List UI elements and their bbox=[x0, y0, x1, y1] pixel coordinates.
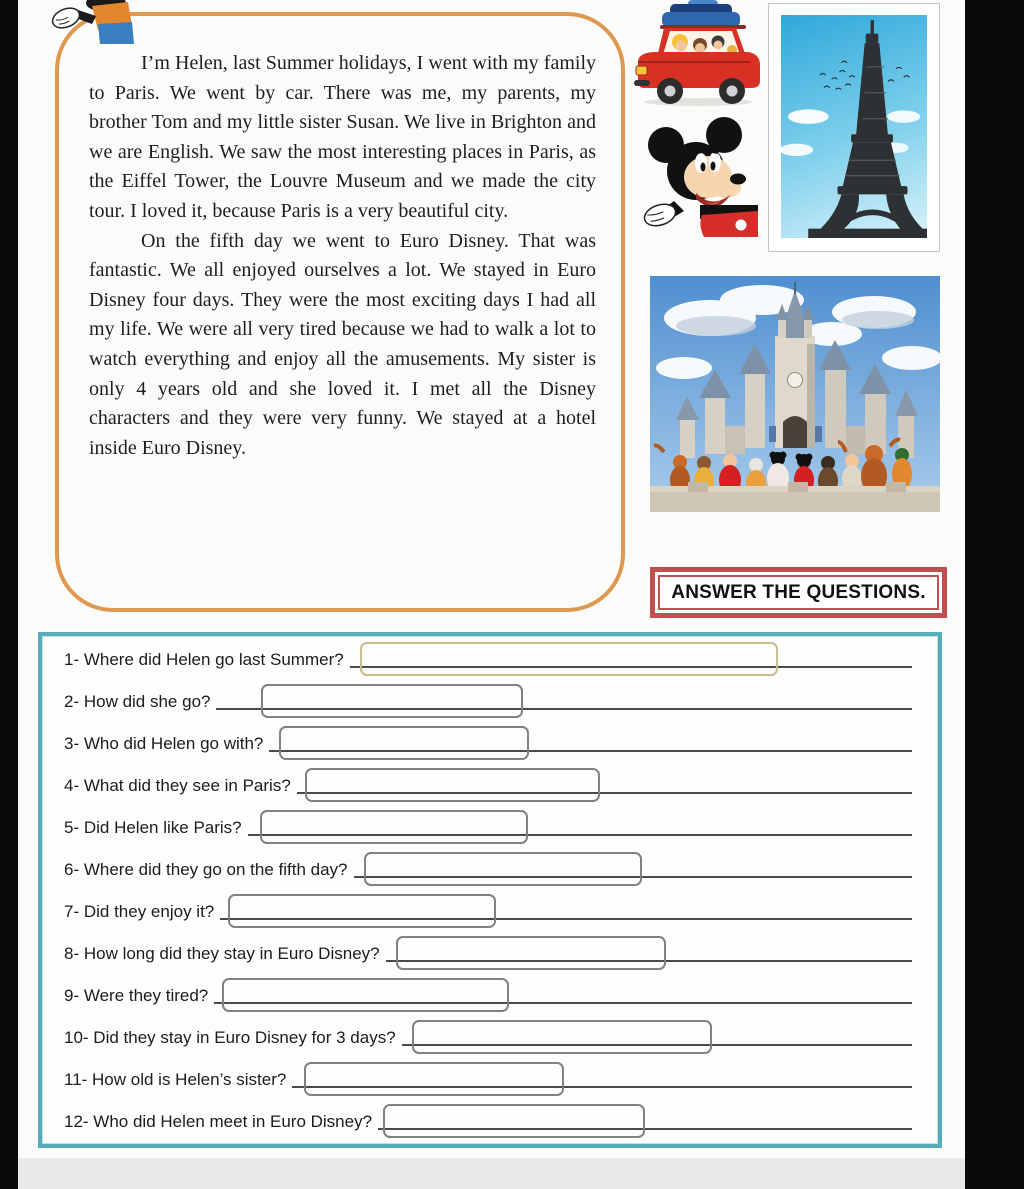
answer-line-3 bbox=[269, 748, 912, 752]
answer-input-3[interactable] bbox=[279, 726, 529, 760]
question-5-label: 5- Did Helen like Paris? bbox=[64, 818, 242, 837]
question-11-label: 11- How old is Helen’s sister? bbox=[64, 1070, 287, 1089]
answer-line-4 bbox=[297, 790, 912, 794]
question-10-label: 10- Did they stay in Euro Disney for 3 days? bbox=[64, 1028, 396, 1047]
family-car-icon bbox=[632, 0, 762, 108]
question-1-label: 1- Where did Helen go last Summer? bbox=[64, 650, 344, 669]
answer-header-inner bbox=[658, 575, 939, 610]
question-3-label: 3- Who did Helen go with? bbox=[64, 734, 264, 753]
answer-line-6 bbox=[354, 874, 912, 878]
reading-passage-box bbox=[55, 12, 625, 612]
answer-line-12 bbox=[378, 1126, 912, 1130]
mickey-mouse-icon bbox=[638, 113, 758, 237]
answer-header-label: ANSWER THE QUESTIONS. bbox=[671, 581, 926, 603]
eiffel-tower-picture bbox=[768, 3, 940, 252]
question-2-label: 2- How did she go? bbox=[64, 692, 211, 711]
answer-input-6[interactable] bbox=[364, 852, 642, 886]
answer-line-10 bbox=[402, 1042, 912, 1046]
question-row-8 bbox=[64, 932, 912, 974]
answer-input-9[interactable] bbox=[222, 978, 509, 1012]
reading-passage-text bbox=[89, 49, 596, 463]
answer-line-5 bbox=[248, 832, 912, 836]
answer-input-12[interactable] bbox=[383, 1104, 645, 1138]
answer-input-2[interactable] bbox=[261, 684, 523, 718]
question-8-label: 8- How long did they stay in Euro Disney? bbox=[64, 944, 380, 963]
question-row-12 bbox=[64, 1100, 912, 1142]
question-row-1 bbox=[64, 638, 912, 680]
question-row-4 bbox=[64, 764, 912, 806]
question-row-11 bbox=[64, 1058, 912, 1100]
question-4-label: 4- What did they see in Paris? bbox=[64, 776, 291, 795]
questions-panel bbox=[38, 632, 942, 1148]
answer-header-box bbox=[650, 567, 947, 618]
question-row-3 bbox=[64, 722, 912, 764]
answer-input-7[interactable] bbox=[228, 894, 496, 928]
question-row-7 bbox=[64, 890, 912, 932]
passage-paragraph-1: I’m Helen, last Summer holidays, I went with my family to Paris. We went by car. There was me, my parents, my brother Tom and my little sister Susan. We live in Brighton and we are English. We saw the most interesting places in Paris, as the Eiffel Tower, the Louvre Museum and we made the city tour. I loved it, because Paris is a very beautiful city. bbox=[89, 52, 596, 222]
disney-castle-photo bbox=[650, 276, 940, 512]
goofy-cartoon-icon bbox=[48, 0, 138, 44]
right-black-bar bbox=[965, 0, 1024, 1189]
question-row-6 bbox=[64, 848, 912, 890]
questions-list bbox=[64, 638, 912, 1142]
question-row-9 bbox=[64, 974, 912, 1016]
answer-line-1 bbox=[350, 664, 912, 668]
answer-input-10[interactable] bbox=[412, 1020, 712, 1054]
answer-line-9 bbox=[214, 1000, 912, 1004]
left-black-bar bbox=[0, 0, 18, 1189]
answer-line-2 bbox=[216, 706, 912, 710]
question-row-5 bbox=[64, 806, 912, 848]
answer-input-1[interactable] bbox=[360, 642, 778, 676]
answer-input-11[interactable] bbox=[304, 1062, 564, 1096]
question-7-label: 7- Did they enjoy it? bbox=[64, 902, 215, 921]
answer-line-7 bbox=[220, 916, 912, 920]
question-9-label: 9- Were they tired? bbox=[64, 986, 209, 1005]
passage-paragraph-2: On the fifth day we went to Euro Disney. That was fantastic. We all enjoyed ourselves a lot. We stayed in Euro Disney four days. They were the most exciting days I had all my life. We were all very tired because we had to walk a lot to watch everything and enjoy all the amusements. My sister is only 4 years old and she loved it. I met all the Disney characters and they were very funny. We stayed at a hotel inside Euro Disney. bbox=[89, 229, 596, 459]
answer-input-8[interactable] bbox=[396, 936, 666, 970]
answer-input-5[interactable] bbox=[260, 810, 528, 844]
question-12-label: 12- Who did Helen meet in Euro Disney? bbox=[64, 1112, 373, 1131]
answer-input-4[interactable] bbox=[305, 768, 600, 802]
page-bottom-strip bbox=[0, 1158, 1024, 1189]
question-6-label: 6- Where did they go on the fifth day? bbox=[64, 860, 348, 879]
answer-line-8 bbox=[386, 958, 912, 962]
answer-line-11 bbox=[292, 1084, 912, 1088]
question-row-10 bbox=[64, 1016, 912, 1058]
question-row-2 bbox=[64, 680, 912, 722]
